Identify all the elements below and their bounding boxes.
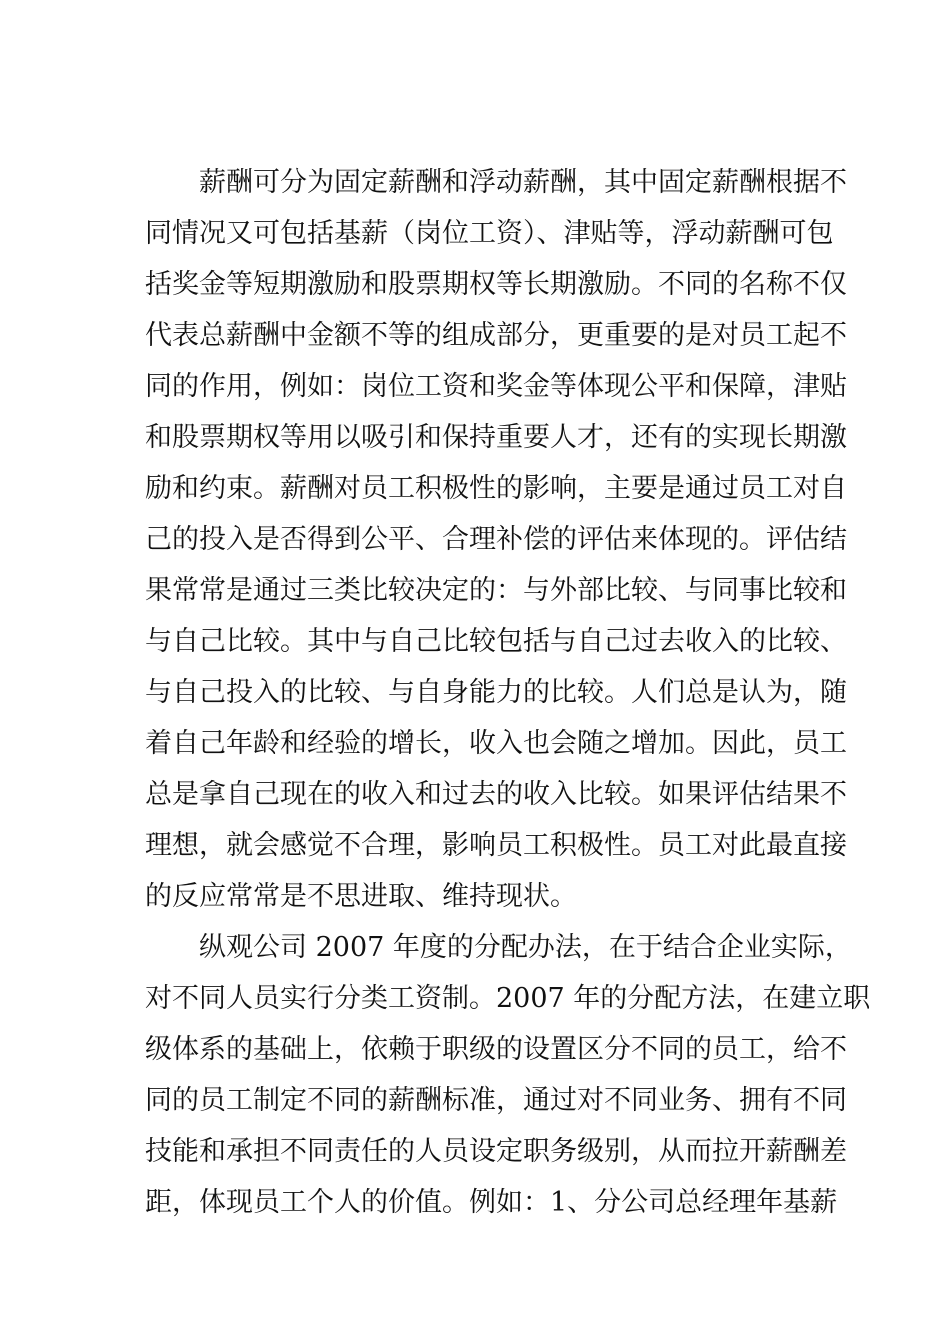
paragraph-2-line-6: 距，体现员工个人的价值。例如：1、分公司总经理年基薪 bbox=[145, 1187, 838, 1218]
paragraph-1-line-15: 的反应常常是不思进取、维持现状。 bbox=[145, 881, 577, 912]
paragraph-1-line-8: 己的投入是否得到公平、合理补偿的评估来体现的。评估结 bbox=[145, 524, 847, 555]
paragraph-1-line-6: 和股票期权等用以吸引和保持重要人才，还有的实现长期激 bbox=[145, 422, 847, 453]
paragraph-1-line-10: 与自己比较。其中与自己比较包括与自己过去收入的比较、 bbox=[145, 626, 847, 657]
paragraph-1-line-2: 同情况又可包括基薪（岗位工资）、津贴等，浮动薪酬可包 bbox=[145, 218, 834, 249]
paragraph-1-line-13: 总是拿自己现在的收入和过去的收入比较。如果评估结果不 bbox=[145, 779, 847, 810]
paragraph-2-line-1: 纵观公司 2007 年度的分配办法，在于结合企业实际， bbox=[199, 932, 852, 963]
paragraph-2-line-4: 同的员工制定不同的薪酬标准，通过对不同业务、拥有不同 bbox=[145, 1085, 847, 1116]
paragraph-2-line-2: 对不同人员实行分类工资制。2007 年的分配方法，在建立职 bbox=[145, 983, 871, 1014]
paragraph-1-line-12: 着自己年龄和经验的增长，收入也会随之增加。因此，员工 bbox=[145, 728, 847, 759]
paragraph-1-line-1: 薪酬可分为固定薪酬和浮动薪酬，其中固定薪酬根据不 bbox=[199, 167, 847, 198]
paragraph-2-line-3: 级体系的基础上，依赖于职级的设置区分不同的员工，给不 bbox=[145, 1034, 847, 1065]
paragraph-1-line-3: 括奖金等短期激励和股票期权等长期激励。不同的名称不仅 bbox=[145, 269, 847, 300]
paragraph-1-line-9: 果常常是通过三类比较决定的：与外部比较、与同事比较和 bbox=[145, 575, 847, 606]
paragraph-1-line-7: 励和约束。薪酬对员工积极性的影响，主要是通过员工对自 bbox=[145, 473, 847, 504]
paragraph-1-line-11: 与自己投入的比较、与自身能力的比较。人们总是认为，随 bbox=[145, 677, 847, 708]
paragraph-1-line-14: 理想，就会感觉不合理，影响员工积极性。员工对此最直接 bbox=[145, 830, 847, 861]
paragraph-1-line-5: 同的作用，例如：岗位工资和奖金等体现公平和保障，津贴 bbox=[145, 371, 847, 402]
paragraph-2-line-5: 技能和承担不同责任的人员设定职务级别，从而拉开薪酬差 bbox=[145, 1136, 847, 1167]
paragraph-1-line-4: 代表总薪酬中金额不等的组成部分，更重要的是对员工起不 bbox=[145, 320, 847, 351]
